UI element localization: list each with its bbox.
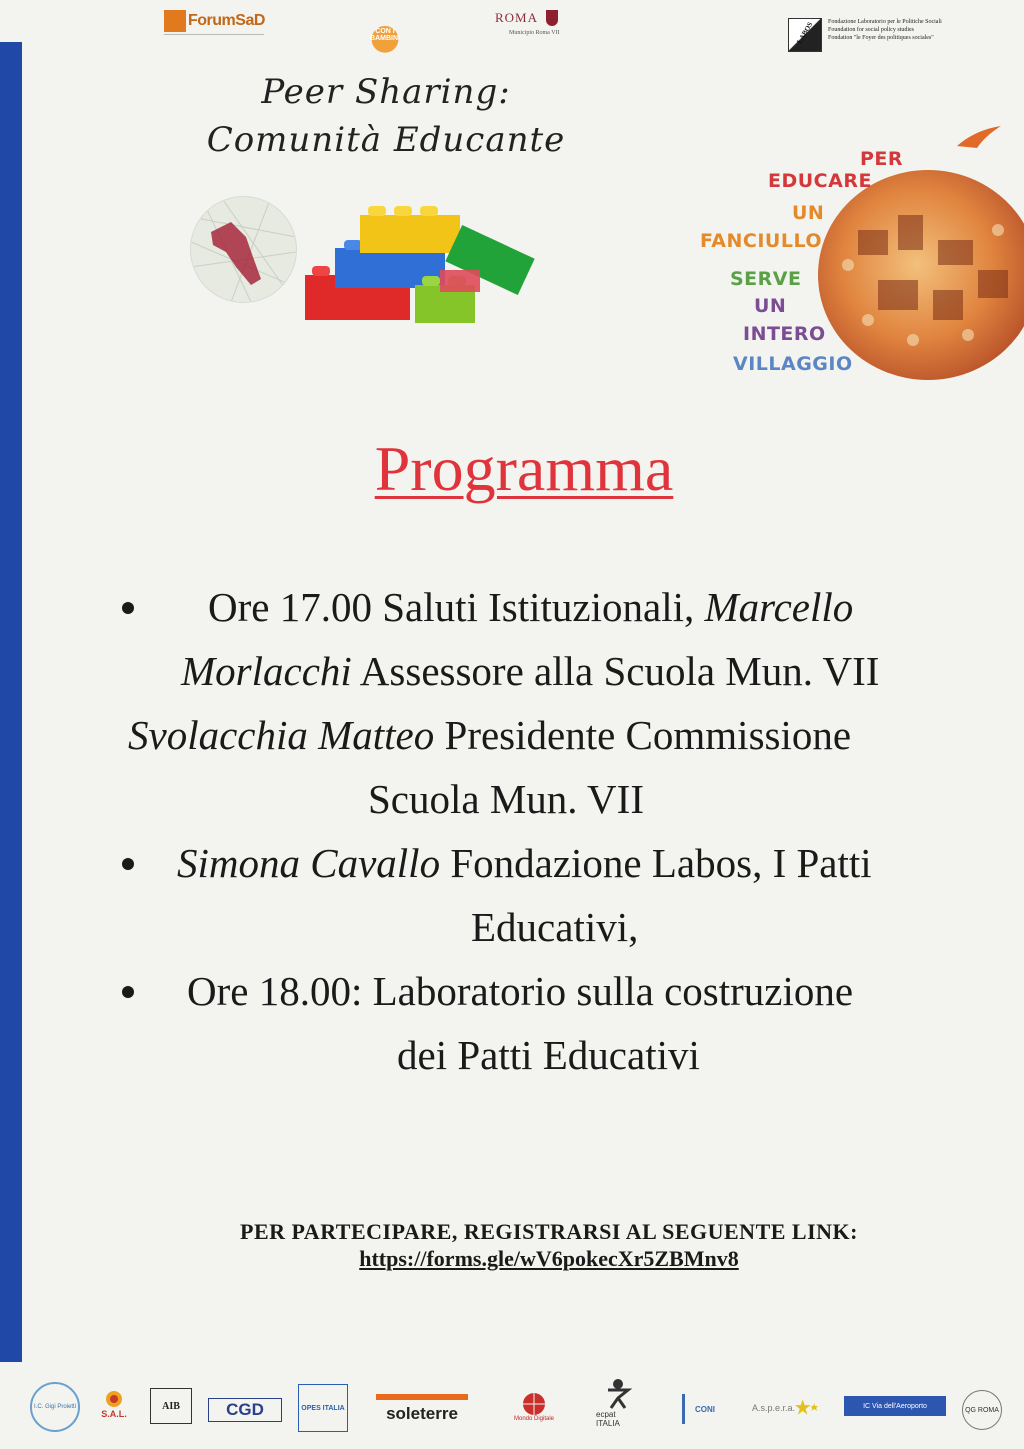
lego-bricks-image [300, 200, 540, 330]
forumsad-logo [164, 6, 265, 36]
program-item-3-line1: Ore 18.00: Laboratorio sulla costruzione [187, 968, 854, 1014]
program-item-1-line2: Morlacchi Assessore alla Scuola Mun. VII [181, 648, 880, 694]
forumsad-mark-icon [164, 10, 186, 32]
forumsad-logo-text: ForumSaD [188, 12, 265, 29]
program-heading: Programma [374, 433, 674, 504]
sal-sun-icon [101, 1389, 127, 1409]
map-illustration [191, 197, 296, 302]
globe-icon [522, 1392, 546, 1416]
partner-logo-qg-roma: QG ROMA [962, 1390, 1002, 1430]
con-i-bambini-logo [362, 14, 408, 60]
partner-logo-ecpat: ecpat ITALIA [596, 1372, 640, 1432]
registration-block [0, 1218, 1024, 1272]
ecpat-figure-icon [603, 1376, 633, 1410]
program-item-1-line1: Ore 17.00 Saluti Istituzionali, Marcello [208, 584, 854, 630]
slogan-word-fanciullo: FANCIULLO [700, 230, 823, 252]
bullet-icon [122, 602, 134, 614]
bullet-icon [122, 986, 134, 998]
roma-shield-icon [546, 10, 558, 26]
event-title [186, 72, 586, 160]
event-title-line2: Comunità Educante [206, 120, 566, 160]
partner-logo-ic-gigi-proietti: I.C. Gigi Proietti [30, 1382, 80, 1432]
slogan-word-educare: EDUCARE [768, 170, 872, 192]
partner-logo-aspera: A.s.p.e.r.a. [752, 1392, 820, 1424]
partner-logo-sal: S.A.L. [94, 1384, 134, 1424]
partner-logo-coni: CONI [682, 1394, 725, 1424]
registration-title: PER PARTECIPARE, REGISTRARSI AL SEGUENTE LINK: [240, 1219, 858, 1244]
labos-mark-icon: LABOS [788, 18, 822, 52]
municipio-map-image [190, 196, 297, 303]
slogan-word-villaggio: VILLAGGIO [733, 353, 853, 375]
program-item-3-line2: dei Patti Educativi [397, 1032, 700, 1078]
partner-logo-aib: AIB [150, 1388, 192, 1424]
lego-yellow-brick [360, 206, 460, 253]
roma-logo-text: ROMA [495, 10, 539, 25]
roma-logo-subtext: Municipio Roma VII [509, 30, 560, 36]
roma-municipio-logo [495, 10, 560, 36]
registration-link[interactable]: https://forms.gle/wV6pokecXr5ZBMnv8 [359, 1246, 739, 1271]
partner-logo-mondo-digitale: Mondo Digitale [500, 1382, 568, 1432]
bullet-icon [122, 858, 134, 870]
village-slogan [700, 120, 1024, 390]
con-i-bambini-logo-text: CON I BAMBINI [370, 28, 400, 42]
slogan-word-intero: INTERO [743, 323, 826, 345]
star-cluster-icon [795, 1397, 820, 1419]
partner-logo-cgd: CGD [208, 1398, 282, 1422]
slogan-word-un: UN [792, 202, 825, 224]
slogan-word-un-2: UN [754, 295, 787, 317]
labos-logo-lines: Fondazione Laboratorio per le Politiche Sociali Foundation for social policy studies Fondation "le Foyer des politiques sociales" [828, 19, 942, 41]
partner-logo-soleterre: soleterre [376, 1394, 468, 1428]
program-item-2-line1: Simona Cavallo Fondazione Labos, I Patti [177, 840, 872, 886]
lego-pink-brick [440, 270, 480, 292]
program-item-2-line2: Educativi, [471, 904, 639, 950]
partner-logo-opes: OPES ITALIA [298, 1384, 348, 1432]
slogan-word-per: PER [860, 148, 904, 170]
program-item-1-line4: Scuola Mun. VII [368, 776, 644, 822]
program-item-1-line3: Svolacchia Matteo Presidente Commissione [128, 712, 852, 758]
side-accent-bar [0, 42, 22, 1362]
labos-logo [788, 18, 942, 52]
partner-logo-ic-via-aeroporto: IC Via dell'Aeroporto [844, 1396, 946, 1416]
partner-logos-footer [0, 1372, 1024, 1442]
slogan-word-serve: SERVE [730, 268, 802, 290]
event-title-line1: Peer Sharing: [261, 72, 511, 112]
